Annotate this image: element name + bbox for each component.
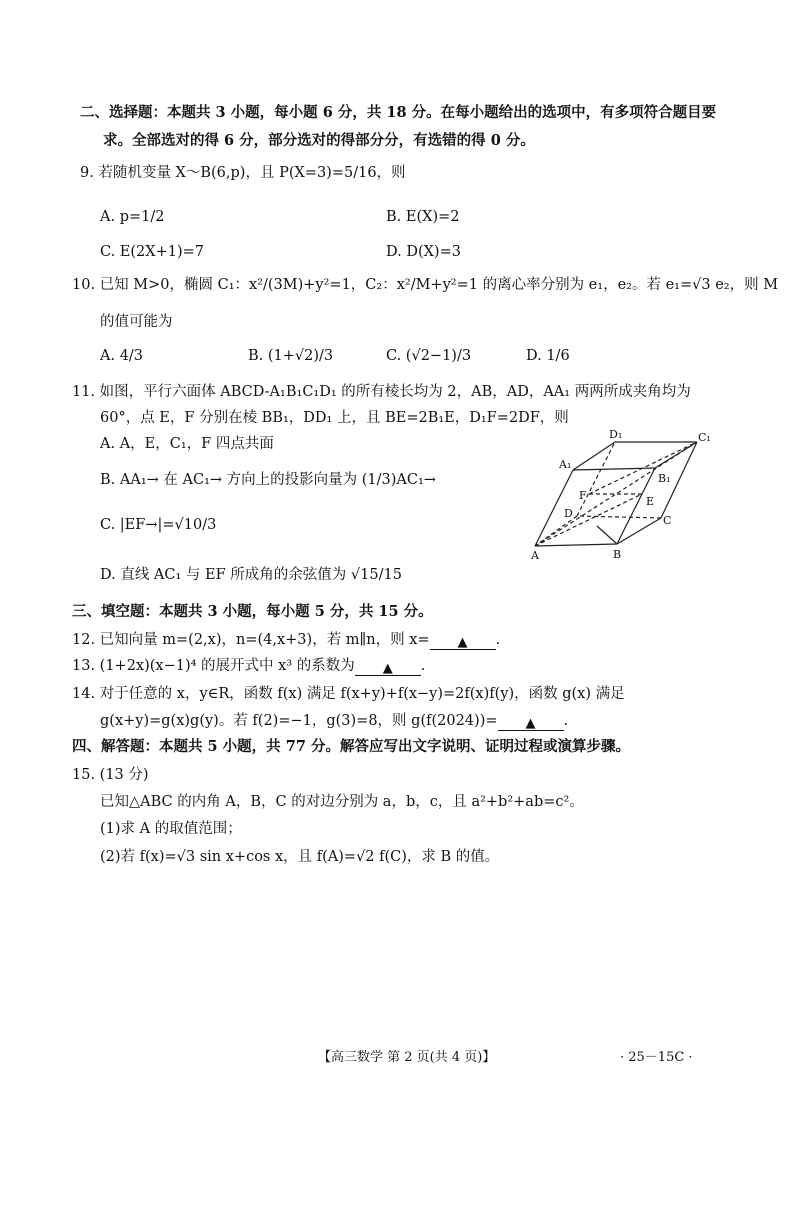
label-b1: B₁	[658, 472, 671, 485]
q15-part2: (2)若 f(x)=√3 sin x+cos x，且 f(A)=√2 f(C)，求 B 的值。	[100, 849, 500, 865]
q10-option-a: A. 4/3	[100, 348, 144, 364]
q10-option-b: B. (1+√2)/3	[248, 348, 334, 364]
edge-d1a1	[573, 442, 615, 470]
label-f: F	[579, 489, 587, 502]
label-e: E	[646, 495, 655, 508]
q11-option-d: D. 直线 AC₁ 与 EF 所成角的余弦值为 √15/15	[100, 567, 402, 583]
label-a: A	[531, 549, 539, 562]
label-d: D	[564, 507, 573, 520]
q12-line	[72, 630, 500, 650]
footer-code: · 25－15C ·	[620, 1050, 693, 1065]
q14-tail: .	[563, 713, 569, 729]
q9-option-b: B. E(X)=2	[386, 209, 460, 225]
q9-option-d: D. D(X)=3	[386, 244, 461, 260]
section4-heading: 四、解答题：本题共 5 小题，共 77 分。解答应写出文字说明、证明过程或演算步骤。	[72, 738, 630, 755]
q11-option-b: B. AA₁→ 在 AC₁→ 方向上的投影向量为 (1/3)AC₁→	[100, 472, 436, 488]
q15-stem: 已知△ABC 的内角 A，B，C 的对边分别为 a，b，c，且 a²+b²+ab=c²。	[100, 794, 584, 810]
section2-heading: 二、选择题：本题共 3 小题，每小题 6 分，共 18 分。在每小题给出的选项中，有多项符合题目要	[80, 104, 717, 121]
q10-stem: 10. 已知 M>0，椭圆 C₁：x²/(3M)+y²=1，C₂：x²/M+y²=1 的离心率分别为 e₁，e₂。若 e₁=√3 e₂，则 M	[72, 277, 779, 293]
q11-stem-cont: 60°，点 E，F 分别在棱 BB₁，DD₁ 上，且 BE=2B₁E，D₁F=2DF，则	[100, 410, 569, 426]
q13-line	[72, 656, 425, 676]
label-d1: D₁	[609, 428, 623, 441]
q9-option-c: C. E(2X+1)=7	[100, 244, 204, 260]
q11-stem: 11. 如图，平行六面体 ABCD-A₁B₁C₁D₁ 的所有棱长均为 2，AB，AD，AA₁ 两两所成夹角均为	[72, 384, 691, 400]
q14-answer-blank: ▲	[498, 714, 564, 731]
q11-option-c: C. |EF→|=√10/3	[100, 517, 217, 533]
segment-b-mark	[597, 526, 617, 544]
q10-option-c: C. (√2−1)/3	[386, 348, 472, 364]
q13-tail: .	[420, 658, 426, 674]
q9-option-a: A. p=1/2	[100, 209, 165, 225]
q13-answer-blank: ▲	[355, 659, 421, 676]
q14-line2	[100, 711, 568, 731]
q10-option-d: D. 1/6	[526, 348, 570, 364]
q11-option-a: A. A，E，C₁，F 四点共面	[100, 436, 274, 452]
segment-fc1	[589, 442, 697, 494]
edge-ab	[535, 544, 617, 546]
section2-heading-cont: 求。全部选对的得 6 分，部分选对的得部分分，有选错的得 0 分。	[103, 132, 535, 149]
q12-answer-blank: ▲	[430, 633, 496, 650]
q14-stem-cont: g(x+y)=g(x)g(y)。若 f(2)=−1，g(3)=8，则 g(f(2024))=	[100, 713, 498, 729]
q14-stem: 14. 对于任意的 x，y∈R，函数 f(x) 满足 f(x+y)+f(x−y)=2f(x)f(y)，函数 g(x) 满足	[72, 686, 625, 702]
label-c1: C₁	[698, 431, 711, 444]
label-c: C	[663, 514, 672, 527]
q12-stem: 12. 已知向量 m=(2,x)，n=(4,x+3)，若 m∥n，则 x=	[72, 632, 430, 648]
q9-stem: 9. 若随机变量 X～B(6,p)，且 P(X=3)=5/16，则	[80, 165, 406, 181]
edge-cd	[577, 516, 661, 518]
edge-dd1	[577, 442, 615, 516]
parallelepiped-figure	[525, 428, 715, 563]
footer-page-info: 【高三数学 第 2 页(共 4 页)】	[318, 1050, 496, 1065]
q15-part1: (1)求 A 的取值范围；	[100, 821, 242, 837]
q15-number: 15. (13 分)	[72, 767, 149, 783]
q10-stem-cont: 的值可能为	[100, 314, 173, 330]
label-b: B	[613, 548, 622, 561]
section3-heading: 三、填空题：本题共 3 小题，每小题 5 分，共 15 分。	[72, 603, 433, 620]
label-a1: A₁	[559, 458, 572, 471]
q12-tail: .	[495, 632, 501, 648]
q13-stem: 13. (1+2x)(x−1)⁴ 的展开式中 x³ 的系数为	[72, 658, 355, 674]
